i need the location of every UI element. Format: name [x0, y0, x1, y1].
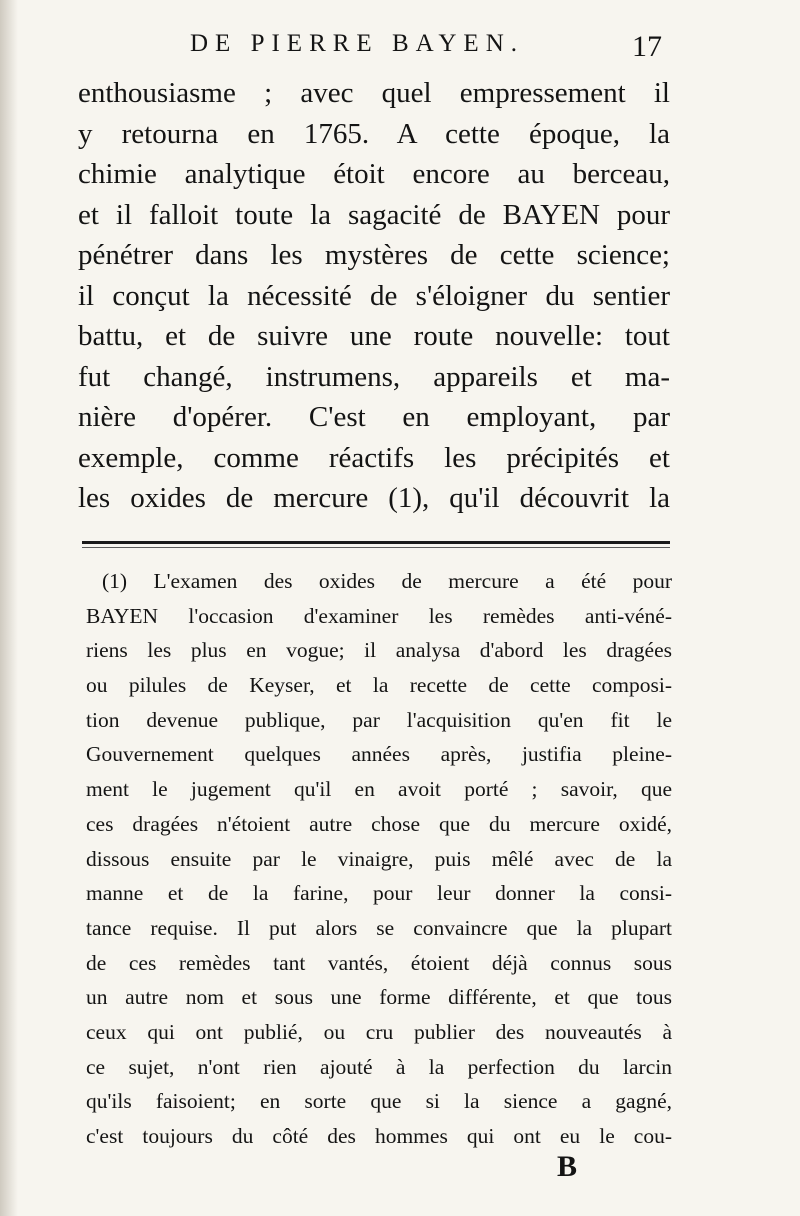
footnote-line: ou pilules de Keyser, et la recette de cette composi- [86, 673, 672, 698]
footnote-line: c'est toujours du côté des hommes qui ont eu le cou- [86, 1124, 672, 1148]
main-text-line: il conçut la nécessité de s'éloigner du sentier [78, 279, 670, 312]
main-text-line: exemple, comme réactifs les précipités et [78, 441, 670, 474]
main-text-line: nière d'opérer. C'est en employant, par [78, 401, 670, 433]
main-text-line: les oxides de mercure (1), qu'il découvrit la [78, 482, 670, 514]
main-text-line: et il falloit toute la sagacité de BAYEN pour [78, 198, 670, 231]
footnote-line: ceux qui ont publié, ou cru publier des nouveautés à [86, 1019, 672, 1044]
footnote-separator-thin-rule [82, 547, 670, 548]
footnote-line: ment le jugement qu'il en avoit porté ; savoir, que [86, 777, 672, 802]
footnote-block [86, 564, 672, 1154]
footnote-line: manne et de la farine, pour leur donner la consi- [86, 881, 672, 906]
main-text-line: battu, et de suivre une route nouvelle: tout [78, 320, 670, 352]
footnote-line: tion devenue publique, par l'acquisition qu'en fit le [86, 707, 672, 732]
page-number: 17 [632, 30, 662, 63]
running-title: DE PIERRE BAYEN. [190, 30, 525, 57]
main-text-line: pénétrer dans les mystères de cette science; [78, 239, 670, 271]
footnote-line: un autre nom et sous une forme différente, et que tous [86, 985, 672, 1010]
signature-mark: B [557, 1150, 578, 1183]
footnote-line: Gouvernement quelques années après, justifia pleine- [86, 742, 672, 767]
main-text-line: fut changé, instrumens, appareils et ma- [78, 360, 670, 393]
footnote-line: tance requise. Il put alors se convaincre que la plupart [86, 915, 672, 940]
main-text-block [78, 73, 670, 519]
footnote-separator-rule [82, 541, 670, 544]
footnote-line: riens les plus en vogue; il analysa d'abord les dragées [86, 638, 672, 663]
footnote-line: (1) L'examen des oxides de mercure a été pour [102, 569, 672, 593]
footnote-line: de ces remèdes tant vantés, étoient déjà connus sous [86, 950, 672, 975]
main-text-line: y retourna en 1765. A cette époque, la [78, 117, 670, 150]
page-gutter-shadow [0, 0, 18, 1216]
footnote-line: qu'ils faisoient; en sorte que si la sience a gagné, [86, 1089, 672, 1114]
main-text-line: enthousiasme ; avec quel empressement il [78, 77, 670, 109]
footnote-line: dissous ensuite par le vinaigre, puis mêlé avec de la [86, 846, 672, 871]
main-text-line: chimie analytique étoit encore au berceau, [78, 158, 670, 190]
footnote-line: ce sujet, n'ont rien ajouté à la perfection du larcin [86, 1054, 672, 1079]
page-header [80, 30, 670, 70]
footnote-line: BAYEN l'occasion d'examiner les remèdes anti-véné- [86, 603, 672, 628]
footnote-line: ces dragées n'étoient autre chose que du mercure oxidé, [86, 811, 672, 836]
